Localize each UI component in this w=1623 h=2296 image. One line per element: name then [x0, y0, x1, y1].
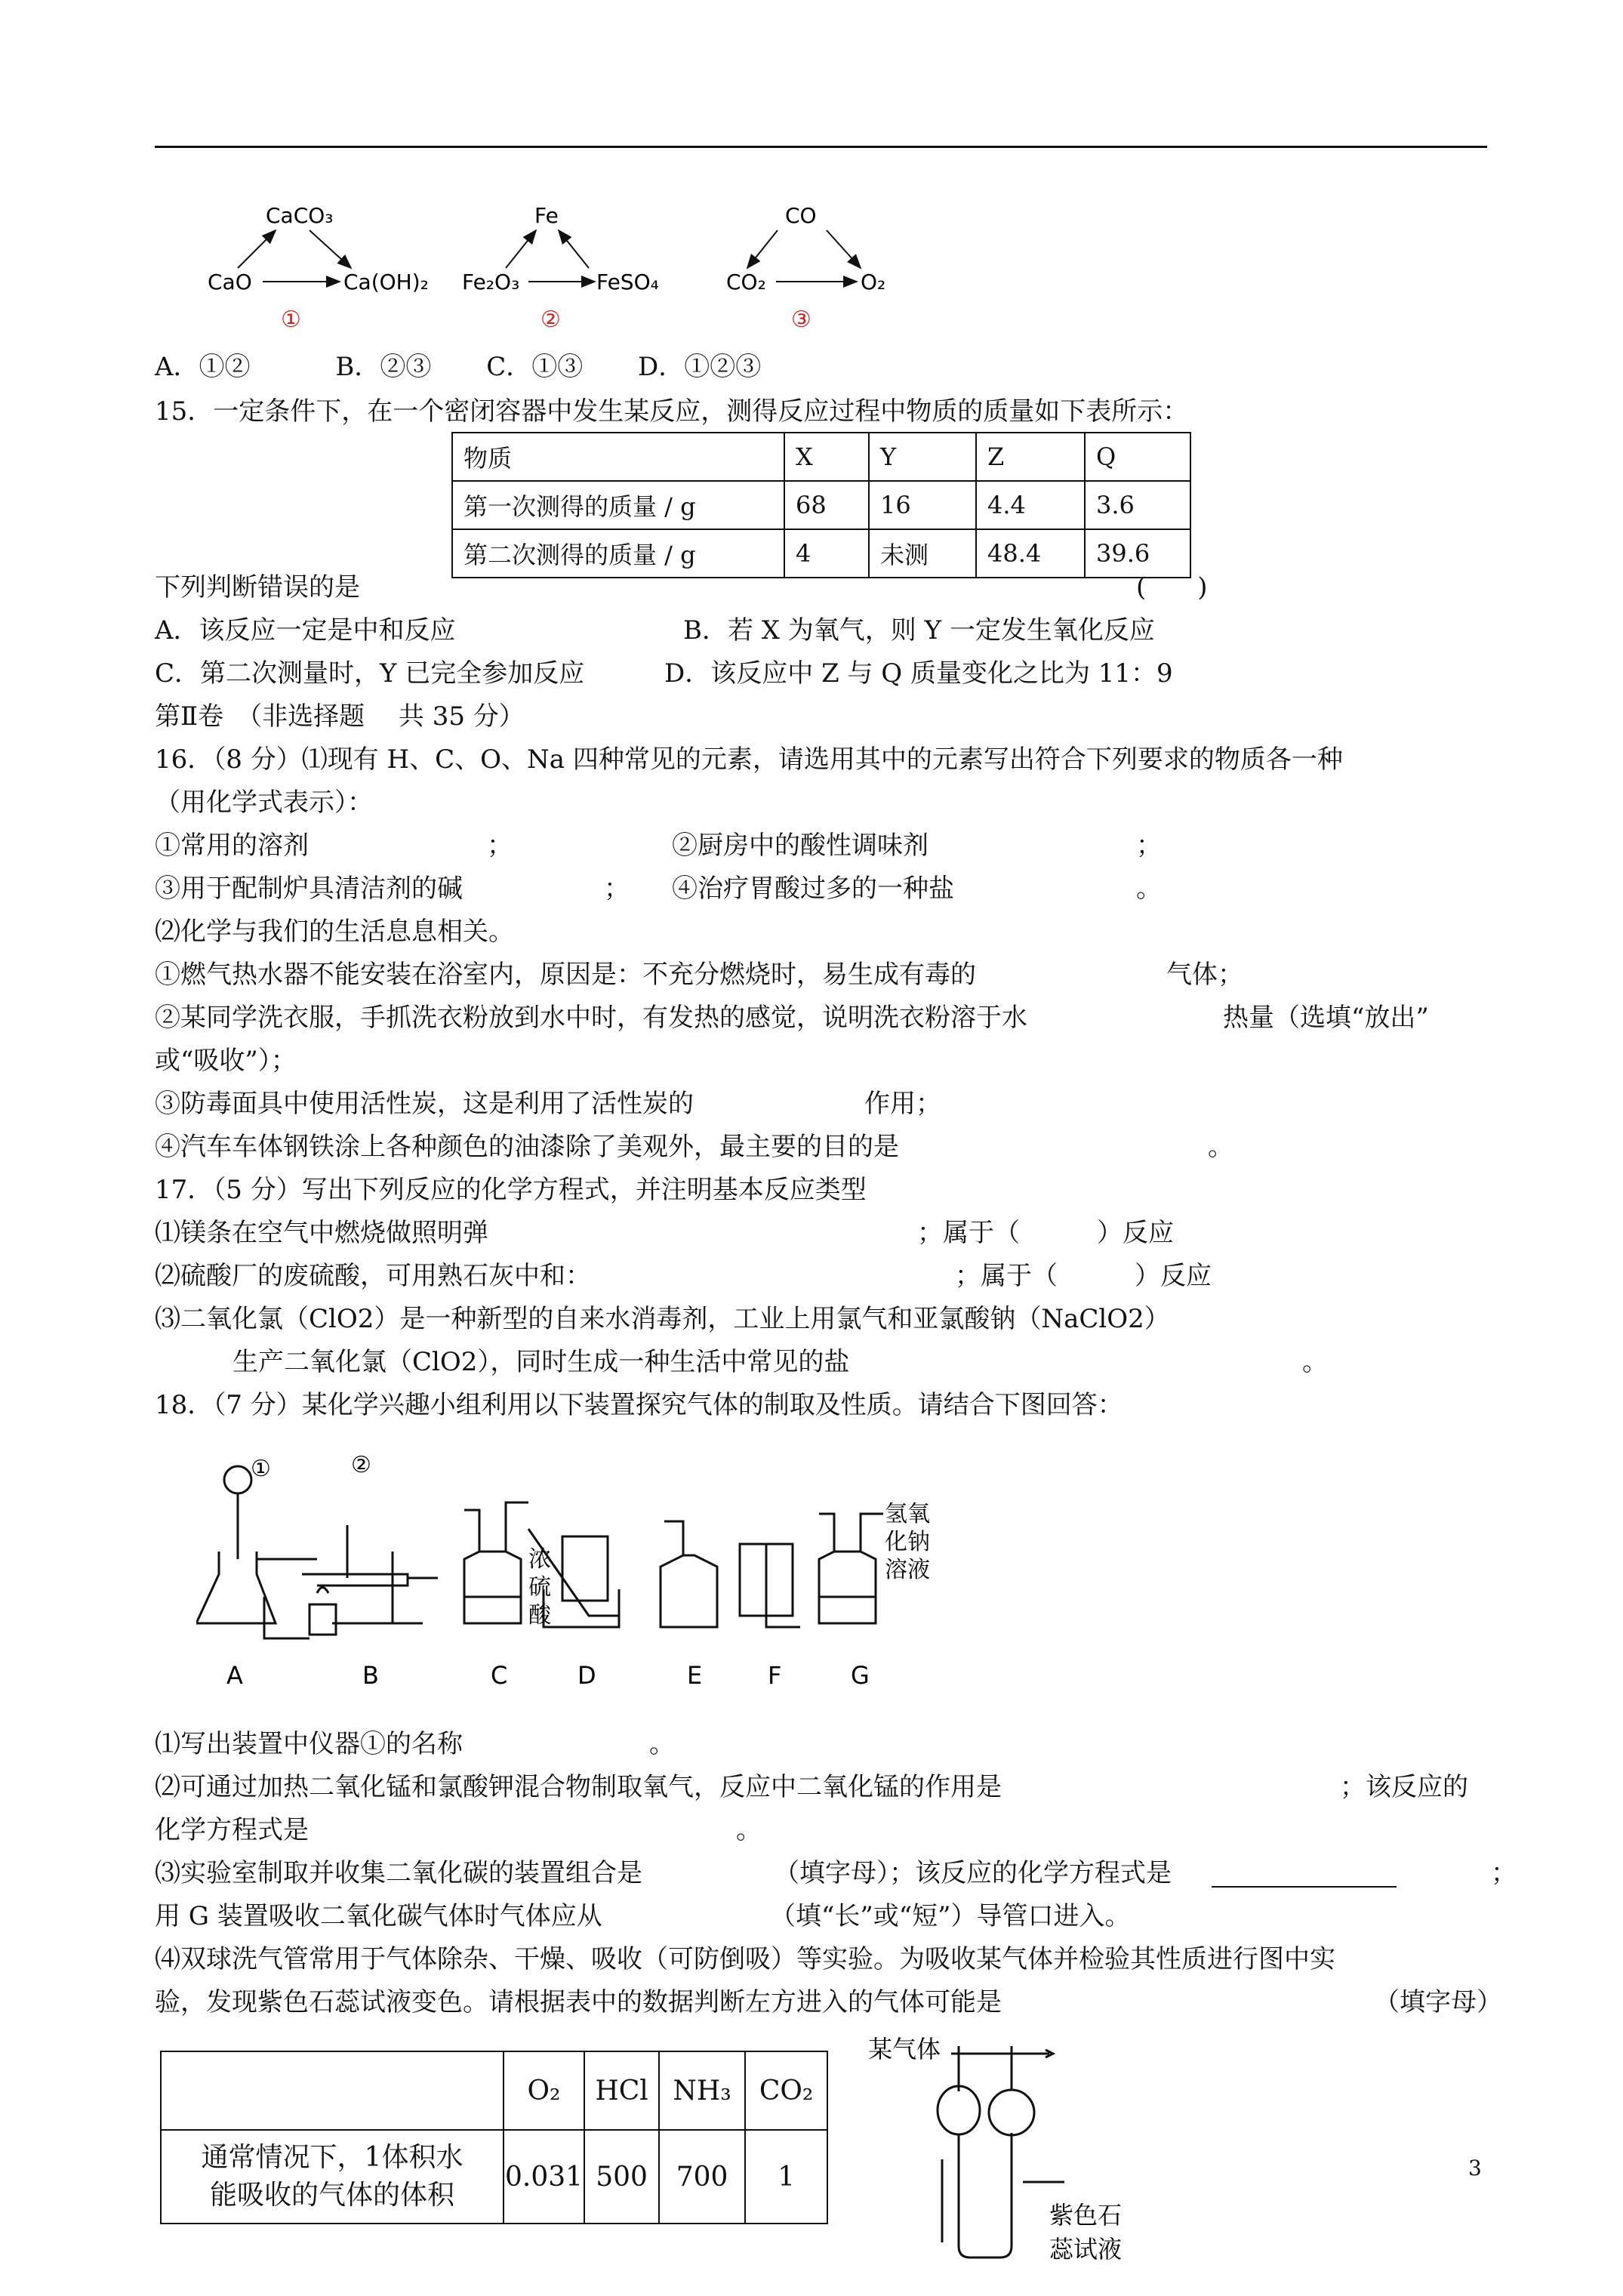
apparatus-g-text-2: 化钠 — [885, 1529, 930, 1555]
q18-s3-mid: （填字母）；该反应的化学方程式是 — [774, 1858, 1172, 1888]
table-row-label — [161, 2130, 504, 2224]
table-row-label-line-2: 能吸收的气体的体积 — [209, 2180, 454, 2211]
q16-blank-1: ①常用的溶剂 — [155, 831, 309, 861]
diagram-1-top: CaCO₃ — [266, 203, 334, 228]
q16-blank-4: ④治疗胃酸过多的一种盐 — [672, 874, 954, 904]
page-number: 3 — [1468, 2156, 1482, 2180]
table-row-label-line-1: 通常情况下，1体积水 — [201, 2142, 463, 2173]
table-cell: 1 — [745, 2130, 827, 2224]
q18-s4-cont: 验，发现紫色石蕊试液变色。请根据表中的数据判断左方进入的气体可能是 — [155, 1987, 1002, 2017]
table-cell: 700 — [659, 2130, 745, 2224]
diagram-2-left: Fe₂O₃ — [462, 270, 520, 294]
q16-blank-2: ②厨房中的酸性调味剂 — [672, 831, 929, 861]
tube-liquid-label-1: 紫色石 — [1049, 2201, 1123, 2230]
diagram-2-mark: ② — [540, 307, 561, 333]
table-header-cell: Z — [976, 433, 1085, 481]
q16-sep-1: ； — [487, 831, 513, 861]
q16-stem: 16．（8 分）⑴现有 H、C、O、Na 四种常见的元素，请选用其中的元素写出符合下列要求的物质各一种 — [155, 744, 1343, 775]
table-cell: 第一次测得的质量 / g — [452, 481, 784, 529]
diagram-1-right: Ca(OH)₂ — [343, 270, 429, 294]
q15-answer-paren: ( ) — [1136, 572, 1208, 603]
q17-stem: 17．（5 分）写出下列反应的化学方程式，并注明基本反应类型 — [155, 1175, 867, 1205]
apparatus-c-text-1: 浓 — [528, 1546, 551, 1573]
q16-p1: ①燃气热水器不能安装在浴室内，原因是：不充分燃烧时，易生成有毒的 — [155, 960, 976, 990]
q17-item-3-tail: 。 — [1302, 1347, 1328, 1377]
q15-option-d: D．该反应中 Z 与 Q 质量变化之比为 11：9 — [664, 658, 1173, 689]
table-header-cell: Y — [869, 433, 976, 481]
apparatus-label-e: E — [687, 1661, 703, 1690]
q14-option-a: A．①② — [155, 352, 251, 382]
q16-p2-cont: 或“吸收”）； — [155, 1046, 297, 1076]
apparatus-label-b: B — [362, 1661, 379, 1690]
table-cell: 4.4 — [976, 481, 1085, 529]
apparatus-c-text-3: 酸 — [528, 1602, 551, 1629]
table-header-cell: HCl — [584, 2051, 659, 2130]
diagram-1-mark: ① — [281, 307, 301, 333]
apparatus-c-text-2: 硫 — [528, 1574, 551, 1601]
diagram-2-right: FeSO₄ — [596, 270, 659, 294]
q18-absorption-table — [160, 2051, 828, 2224]
q16-sep-2: ； — [604, 874, 630, 904]
q16-p2: ②某同学洗衣服，手抓洗衣粉放到水中时，有发热的感觉，说明洗衣粉溶于水 — [155, 1003, 1027, 1033]
table-cell: 48.4 — [976, 529, 1085, 578]
tube-gas-label: 某气体 — [868, 2035, 941, 2063]
apparatus-g-text-3: 溶液 — [885, 1557, 930, 1583]
q17-item-1: ⑴镁条在空气中燃烧做照明弹 — [155, 1218, 488, 1248]
diagram-3-left: CO₂ — [726, 270, 766, 294]
q18-s3-cont-tail: （填“长”或“短”）导管口进入。 — [770, 1901, 1131, 1931]
table-header-cell: CO₂ — [745, 2051, 827, 2130]
table-cell: 500 — [584, 2130, 659, 2224]
diagram-3-mark: ③ — [791, 307, 812, 333]
double-bulb-tube-figure — [861, 2031, 1178, 2273]
apparatus-label-f: F — [768, 1661, 782, 1690]
q16-p1-tail: 气体； — [1166, 960, 1243, 990]
q16-stem-2: （用化学式表示）： — [155, 787, 373, 818]
table-header-cell: X — [784, 433, 869, 481]
q16-p4-tail: 。 — [1208, 1132, 1233, 1162]
q14-reaction-diagrams — [196, 200, 921, 340]
diagram-2 — [462, 203, 659, 333]
section-title: 第Ⅱ卷 （非选择题 共 35 分） — [155, 701, 525, 732]
apparatus-label-d: D — [577, 1661, 596, 1690]
table-cell: 39.6 — [1085, 529, 1190, 578]
q17-item-3-cont: 生产二氧化氯（ClO2），同时生成一种生活中常见的盐 — [233, 1347, 850, 1377]
diagram-3-right: O₂ — [861, 270, 886, 294]
table-row — [161, 2130, 827, 2224]
q14-option-c: C．①③ — [486, 352, 584, 382]
table-row — [452, 481, 1190, 529]
q16-p3: ③防毒面具中使用活性炭，这是利用了活性炭的 — [155, 1089, 694, 1119]
q16-p4: ④汽车车体钢铁涂上各种颜色的油漆除了美观外，最主要的目的是 — [155, 1132, 899, 1162]
apparatus-label-c: C — [491, 1661, 508, 1690]
q18-s2: ⑵可通过加热二氧化锰和氯酸钾混合物制取氧气，反应中二氧化锰的作用是 — [155, 1772, 1002, 1802]
q16-blank-3: ③用于配制炉具清洁剂的碱 — [155, 874, 463, 904]
table-header-cell: Q — [1085, 433, 1190, 481]
apparatus-mark-1: ① — [251, 1456, 271, 1482]
q17-item-2-tail: ；属于（ ）反应 — [955, 1261, 1212, 1291]
table-cell: 第二次测得的质量 / g — [452, 529, 784, 578]
table-cell: 4 — [784, 529, 869, 578]
table-cell: 3.6 — [1085, 481, 1190, 529]
q14-option-b: B．②③ — [335, 352, 432, 382]
q18-s1: ⑴写出装置中仪器①的名称 — [155, 1729, 463, 1759]
q14-options — [155, 352, 761, 382]
q18-s1-tail: 。 — [649, 1729, 675, 1759]
q17-item-1-tail: ；属于（ ）反应 — [917, 1218, 1174, 1248]
q16-end-2: 。 — [1136, 874, 1162, 904]
table-header-cell: 物质 — [452, 433, 784, 481]
q18-apparatus-figure — [196, 1446, 1253, 1695]
q15-question: 下列判断错误的是 — [155, 572, 360, 603]
q18-s2-tail: ；该反应的 — [1340, 1772, 1468, 1802]
table-header-cell: NH₃ — [659, 2051, 745, 2130]
q15-option-a: A．该反应一定是中和反应 — [155, 615, 456, 646]
q15-option-b: B．若 X 为氧气，则 Y 一定发生氧化反应 — [683, 615, 1155, 646]
q18-s3-cont: 用 G 装置吸收二氧化碳气体时气体应从 — [155, 1901, 602, 1931]
table-row — [452, 529, 1190, 578]
q16-part-2: ⑵化学与我们的生活息息相关。 — [155, 917, 514, 947]
table-row — [161, 2051, 827, 2130]
q18-stem: 18．（7 分）某化学兴趣小组利用以下装置探究气体的制取及性质。请结合下图回答： — [155, 1390, 1123, 1420]
table-cell: 16 — [869, 481, 976, 529]
q18-s3-answer-line — [1212, 1886, 1397, 1888]
table-cell: 未测 — [869, 529, 976, 578]
apparatus-g-text-1: 氢氧 — [885, 1501, 930, 1527]
diagram-3 — [726, 203, 885, 333]
table-row — [452, 433, 1190, 481]
q17-item-3: ⑶二氧化氯（ClO2）是一种新型的自来水消毒剂，工业上用氯气和亚氯酸钠（NaClO2） — [155, 1304, 1170, 1334]
table-cell: 68 — [784, 481, 869, 529]
apparatus-mark-2: ② — [351, 1452, 371, 1478]
table-header-cell — [161, 2051, 504, 2130]
q18-s3-end: ； — [1491, 1858, 1517, 1888]
q18-s2-cont: 化学方程式是 — [155, 1815, 309, 1845]
q15-option-c: C．第二次测量时，Y 已完全参加反应 — [155, 658, 585, 689]
table-cell: 0.031 — [504, 2130, 584, 2224]
q15-table — [451, 432, 1191, 578]
q16-p2-tail: 热量（选填“放出” — [1223, 1003, 1429, 1033]
diagram-1 — [208, 203, 429, 333]
q18-s2-end: 。 — [736, 1815, 762, 1845]
tube-liquid-label-2: 蕊试液 — [1049, 2235, 1123, 2264]
q18-s4: ⑷双球洗气管常用于气体除杂、干燥、吸收（可防倒吸）等实验。为吸收某气体并检验其性质进行图中实 — [155, 1944, 1335, 1974]
apparatus-label-a: A — [226, 1661, 243, 1690]
diagram-1-left: CaO — [208, 270, 252, 294]
table-header-cell: O₂ — [504, 2051, 584, 2130]
apparatus-label-g: G — [851, 1661, 870, 1690]
q18-s4-tail: （填字母） — [1374, 1987, 1502, 2017]
q16-p3-tail: 作用； — [864, 1089, 941, 1119]
q18-s3: ⑶实验室制取并收集二氧化碳的装置组合是 — [155, 1858, 642, 1888]
q16-end-1: ； — [1136, 831, 1162, 861]
diagram-2-top: Fe — [534, 203, 559, 228]
q15-stem: 15．一定条件下，在一个密闭容器中发生某反应，测得反应过程中物质的质量如下表所示： — [155, 396, 1189, 427]
q14-option-d: D．①②③ — [638, 352, 762, 382]
header-rule — [155, 146, 1487, 148]
diagram-3-top: CO — [785, 203, 817, 228]
q17-item-2: ⑵硫酸厂的废硫酸，可用熟石灰中和： — [155, 1261, 591, 1291]
